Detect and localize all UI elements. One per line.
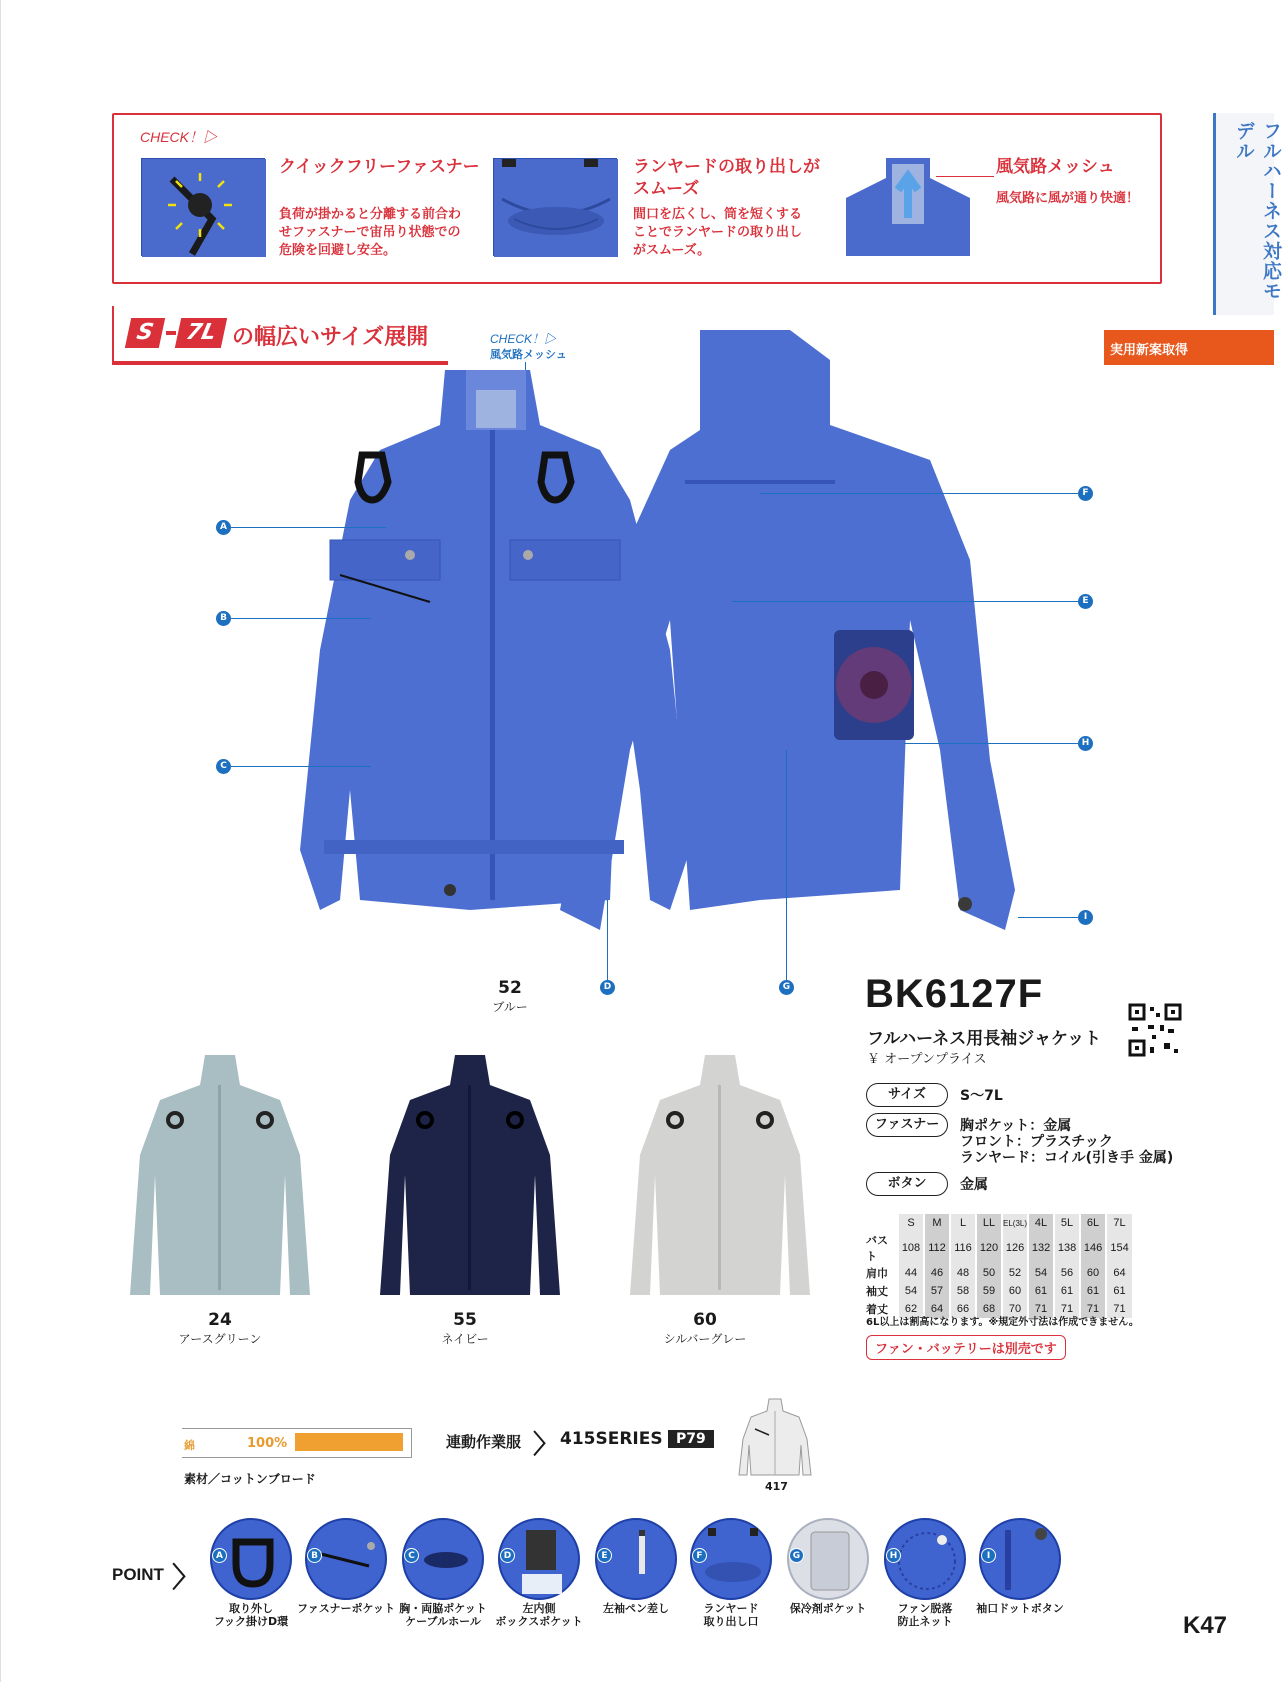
point-letter-e: E <box>597 1548 612 1563</box>
point-caption-line: 胸・両脇ポケット <box>399 1602 487 1615</box>
point-caption-e: 左袖ペン差し <box>603 1602 669 1615</box>
point-caption-line: ランヤード <box>703 1602 759 1615</box>
feature-thumb-mesh <box>846 158 970 256</box>
feature-2-body-line: 間口を広くし、筒を短くする <box>633 207 803 222</box>
linked-page-ref[interactable]: P79 <box>668 1430 714 1448</box>
material-label: 綿 <box>184 1439 195 1452</box>
new-badge: 実用新案取得 <box>1104 330 1274 365</box>
point-caption-h <box>870 1602 980 1628</box>
size-cell: 68 <box>976 1300 1002 1318</box>
callout-i: I <box>1078 910 1093 925</box>
size-col: 5L <box>1054 1214 1080 1232</box>
point-letter-h: H <box>886 1548 901 1563</box>
size-cell: 64 <box>1106 1264 1132 1282</box>
linked-series-label: 連動作業服 <box>446 1433 522 1451</box>
feature-2-title-line: ランヤードの取り出しが <box>633 157 820 177</box>
variant-jacket-24 <box>130 1055 310 1295</box>
variant-jacket-60 <box>630 1055 810 1295</box>
page-number: K47 <box>1183 1612 1228 1639</box>
material-name: 素材／コットンブロード <box>184 1472 316 1486</box>
check-tag: CHECK！▷ <box>140 129 218 145</box>
callout-i-line <box>1018 917 1078 918</box>
point-caption-c <box>388 1602 498 1628</box>
size-table-header <box>866 1214 1132 1232</box>
size-cell: 64 <box>924 1300 950 1318</box>
size-cell: 126 <box>1002 1232 1028 1264</box>
size-cell: 54 <box>1028 1264 1054 1282</box>
size-cell: 132 <box>1028 1232 1054 1264</box>
callout-b-line <box>231 618 371 619</box>
size-row-label: 袖丈 <box>866 1286 888 1298</box>
point-caption-line: ボックスポケット <box>495 1615 583 1628</box>
fan-battery-note: ファン・バッテリーは別売です <box>866 1335 1066 1360</box>
chevron-right-icon: 〉 <box>533 1430 560 1460</box>
size-table <box>866 1214 1132 1318</box>
point-letter-f: F <box>692 1548 707 1563</box>
callout-g-line <box>786 750 787 980</box>
size-col: 6L <box>1080 1214 1106 1232</box>
size-cell: 60 <box>1080 1264 1106 1282</box>
spec-label-size: サイズ <box>866 1083 948 1107</box>
color-name-24: アースグリーン <box>178 1332 262 1346</box>
size-table-row <box>866 1264 1132 1282</box>
size-row-label: バスト <box>866 1235 888 1263</box>
size-cell: 108 <box>898 1232 924 1264</box>
size-col: EL(3L) <box>1002 1214 1028 1232</box>
size-cell: 46 <box>924 1264 950 1282</box>
size-cell: 48 <box>950 1264 976 1282</box>
point-caption-line: 左内側 <box>522 1602 556 1615</box>
point-caption-a <box>196 1602 306 1628</box>
size-col: M <box>924 1214 950 1232</box>
spec-fastener-line: 胸ポケット：金属 <box>960 1118 1072 1134</box>
size-cell: 116 <box>950 1232 976 1264</box>
callout-a: A <box>216 520 231 535</box>
size-cell: 154 <box>1106 1232 1132 1264</box>
qr-code-icon <box>1128 1003 1182 1057</box>
point-caption-line: 防止ネット <box>897 1615 953 1628</box>
color-name-55: ネイビー <box>441 1332 489 1346</box>
feature-2-body-line: がスムーズ。 <box>633 243 711 258</box>
page-fold-line <box>0 0 1 1682</box>
size-cell: 50 <box>976 1264 1002 1282</box>
size-cell: 54 <box>898 1282 924 1300</box>
size-col: 7L <box>1106 1214 1132 1232</box>
spec-fastener-line: ランヤード：コイル(引き手 金属) <box>960 1150 1174 1166</box>
size-cell: 138 <box>1054 1232 1080 1264</box>
point-caption-line: ファン脱落 <box>897 1602 953 1615</box>
callout-a-line <box>231 527 386 528</box>
size-row-label: 着丈 <box>866 1304 888 1316</box>
spec-value-button: 金属 <box>960 1177 988 1193</box>
feature-2-title <box>633 156 820 200</box>
point-letter-d: D <box>500 1548 515 1563</box>
point-caption-i: 袖口ドットボタン <box>976 1602 1064 1615</box>
size-cell: 62 <box>898 1300 924 1318</box>
size-cell: 44 <box>898 1264 924 1282</box>
point-caption-line: フック掛けD環 <box>213 1615 289 1628</box>
size-row-label: 肩巾 <box>866 1268 888 1280</box>
main-color-name: ブルー <box>492 1000 528 1014</box>
size-cell: 61 <box>1028 1282 1054 1300</box>
point-caption-g: 保冷剤ポケット <box>789 1602 867 1615</box>
size-cell: 71 <box>1106 1300 1132 1318</box>
spec-value-fastener <box>960 1118 1173 1166</box>
size-cell: 57 <box>924 1282 950 1300</box>
product-price: ￥ オープンプライス <box>867 1052 987 1067</box>
linked-series-name[interactable]: 415SERIES <box>560 1429 663 1449</box>
color-code-55: 55 <box>453 1310 477 1330</box>
feature-1-body-line: せファスナーで宙吊り状態での <box>279 225 461 240</box>
size-cell: 70 <box>1002 1300 1028 1318</box>
product-name: フルハーネス用長袖ジャケット <box>867 1029 1102 1049</box>
size-cell: 60 <box>1002 1282 1028 1300</box>
size-cell: 71 <box>1028 1300 1054 1318</box>
feature-2-body-line: ことでランヤードの取り出し <box>633 225 803 240</box>
size-note: 6L以上は割高になります。※規定外寸法は作成できません。 <box>866 1317 1139 1328</box>
size-table-row <box>866 1282 1132 1300</box>
size-cell: 146 <box>1080 1232 1106 1264</box>
linked-jacket-thumbnail <box>735 1395 815 1477</box>
feature-thumb-zipper <box>141 158 265 256</box>
callout-c: C <box>216 759 231 774</box>
point-caption-line: 取り外し <box>229 1602 273 1615</box>
callout-h-line <box>904 743 1078 744</box>
size-col: S <box>898 1214 924 1232</box>
size-col: LL <box>976 1214 1002 1232</box>
callout-e: E <box>1078 594 1093 609</box>
feature-3-title: 風気路メッシュ <box>996 157 1115 177</box>
feature-2-title-line: スムーズ <box>633 179 700 199</box>
side-tab-label: フルハーネス対応モデル <box>1233 121 1282 301</box>
size-from-pill: S <box>125 318 165 348</box>
size-to-pill: 7L <box>175 318 227 348</box>
callout-f: F <box>1078 486 1093 501</box>
point-label: POINT <box>112 1565 164 1584</box>
color-variants-illustration <box>120 1045 840 1305</box>
size-cell: 71 <box>1054 1300 1080 1318</box>
mesh-collar-illustration <box>846 158 970 256</box>
size-table-corner <box>866 1214 898 1232</box>
size-col: L <box>950 1214 976 1232</box>
linked-model-code: 417 <box>765 1480 788 1493</box>
callout-e-line <box>732 601 1078 602</box>
point-caption-f <box>676 1602 786 1628</box>
jacket-front-view <box>300 370 690 910</box>
size-table-row <box>866 1232 1132 1264</box>
spec-fastener-line: フロント：プラスチック <box>960 1134 1113 1150</box>
point-letter-g: G <box>789 1548 804 1563</box>
size-cell: 52 <box>1002 1264 1028 1282</box>
size-cell: 61 <box>1054 1282 1080 1300</box>
color-name-60: シルバーグレー <box>663 1332 747 1346</box>
feature-1-body-line: 負荷が掛かると分離する前合わ <box>279 207 462 222</box>
variant-jacket-55 <box>380 1055 560 1295</box>
main-jacket-illustration <box>270 330 1030 990</box>
spec-label-button: ボタン <box>866 1172 948 1196</box>
size-banner-text: の幅広いサイズ展開 <box>232 325 429 350</box>
chevron-right-icon: 〉 <box>172 1561 201 1594</box>
point-caption-b: ファスナーポケット <box>296 1602 395 1615</box>
color-code-24: 24 <box>208 1310 232 1330</box>
size-dash <box>166 331 176 335</box>
spec-label-fastener: ファスナー <box>866 1113 948 1137</box>
size-cell: 61 <box>1080 1282 1106 1300</box>
zipper-illustration <box>142 159 266 257</box>
feature-3-body: 風気路に風が通り快適！ <box>996 191 1140 206</box>
point-caption-line: 取り出し口 <box>703 1615 759 1628</box>
material-percent: 100% <box>247 1436 288 1451</box>
main-check-label: 風気路メッシュ <box>490 348 567 361</box>
size-cell: 56 <box>1054 1264 1080 1282</box>
feature-1-body <box>279 206 461 260</box>
size-cell: 120 <box>976 1232 1002 1264</box>
lanyard-opening-illustration <box>494 159 618 257</box>
size-cell: 58 <box>950 1282 976 1300</box>
main-check-tag: CHECK！▷ <box>490 332 557 346</box>
callout-d-line <box>607 900 608 980</box>
size-cell: 61 <box>1106 1282 1132 1300</box>
side-category-tab <box>1213 113 1282 315</box>
feature-3-pointer <box>936 176 994 177</box>
point-letter-b: B <box>307 1548 322 1563</box>
feature-1-body-line: 危険を回避し安全。 <box>279 243 397 258</box>
point-caption-d <box>484 1602 594 1628</box>
callout-f-line <box>760 493 1078 494</box>
spec-value-size: S～7L <box>960 1088 1003 1104</box>
size-col: 4L <box>1028 1214 1054 1232</box>
point-letter-i: I <box>981 1548 996 1563</box>
size-cell: 66 <box>950 1300 976 1318</box>
point-letter-a: A <box>212 1548 227 1563</box>
color-code-60: 60 <box>693 1310 717 1330</box>
callout-c-line <box>231 766 371 767</box>
callout-g: G <box>779 980 794 995</box>
size-cell: 112 <box>924 1232 950 1264</box>
callout-b: B <box>216 611 231 626</box>
feature-2-body <box>633 206 802 260</box>
callout-d: D <box>600 980 615 995</box>
size-cell: 59 <box>976 1282 1002 1300</box>
feature-1-title: クイックフリーファスナー <box>279 157 480 177</box>
point-letter-c: C <box>404 1548 419 1563</box>
feature-thumb-lanyard <box>493 158 617 256</box>
product-code: BK6127F <box>865 972 1044 1016</box>
size-cell: 71 <box>1080 1300 1106 1318</box>
callout-h: H <box>1078 736 1093 751</box>
main-color-code: 52 <box>498 978 522 998</box>
point-caption-line: ケーブルホール <box>405 1615 481 1628</box>
material-bar <box>295 1433 403 1451</box>
